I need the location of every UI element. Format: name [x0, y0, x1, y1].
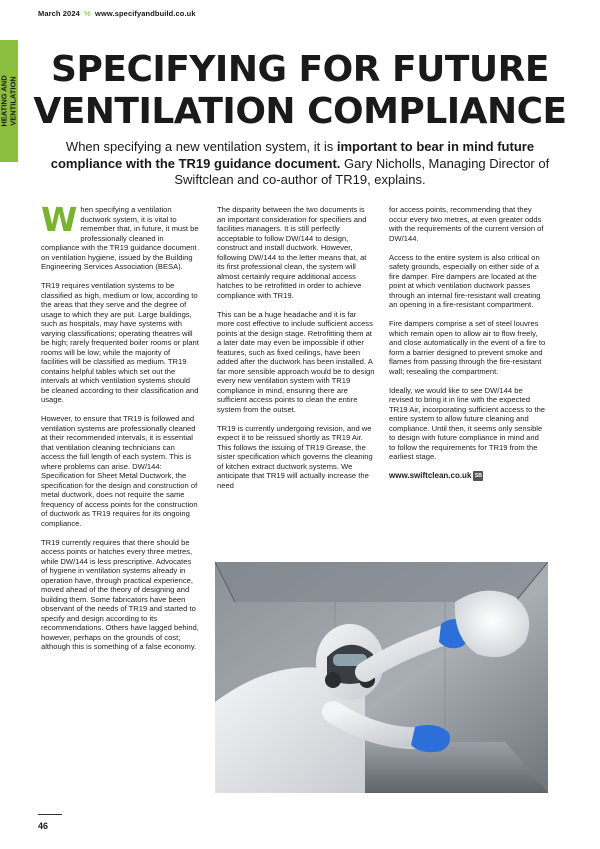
issue-header	[38, 9, 196, 18]
article-end-mark: SB	[474, 473, 482, 479]
standfirst	[40, 139, 560, 189]
paragraph	[41, 200, 199, 272]
standfirst-bold: important to bear in mind future compliance with the TR19 guidance document.	[50, 139, 535, 171]
standfirst-intro: When specifying a new ventilation system, it is	[65, 139, 334, 154]
headline-light-text: SPECIFYING FOR	[51, 49, 380, 90]
standfirst-byline: Gary Nicholls, Managing Director of Swiftclean and co-author of TR19, explains.	[174, 155, 550, 187]
paragraph: TR19 is currently undergoing revision, and we expect it to be reissued shortly as TR19 Air. This follows the issuing of TR19 Grease, the sister specification which governs the cleaning of kitchen extract ductwork systems. We anticipate that TR19 will actually increase the need	[217, 423, 373, 490]
paragraph: for access points, recommending that they occur every two metres, at even greater odds with the requirements of the current version of DW/144.	[389, 205, 544, 243]
swiftclean-website-link[interactable]: www.swiftclean.co.uk	[389, 471, 472, 481]
article-photo	[215, 562, 548, 793]
headline-line1	[0, 50, 600, 90]
paragraph: Fire dampers comprise a set of steel louvres which remain open to allow air to flow freely, and close automatically in the event of a fire to form a barrier designed to prevent smoke and flames from passing through the fire-resistant wall; resealing the compartment.	[389, 319, 546, 376]
article-column-1	[41, 200, 199, 785]
section-tab-line1: HEATING AND	[0, 75, 9, 127]
article-column-3	[389, 205, 547, 491]
paragraph: This can be a huge headache and it is far more cost effective to include sufficient access points at the design stage. Retrofitting them at a later date may even be impossible if other features, such as fixed ceilings, have been added after the ductwork has been installed. A far more sensible approach would be to design every new ventilation system with TR19 compliance in mind, ensuring there are sufficient access points to clean the entire system from the outset.	[217, 309, 375, 414]
paragraph: However, to ensure that TR19 is followed and ventilation systems are professionally cleaned at their recommended intervals, it is essential that ventilation cleaning technicians can access the full length of each system. This is where problems can arise. DW/144: Specification for Sheet Metal Ductwork, the specification for the design and construction of metal ductwork, does not require the same frequency of access points for the construction of ductwork as TR19 requires for its ongoing compliance.	[41, 414, 198, 528]
header-website-link[interactable]: www.specifyandbuild.co.uk	[95, 9, 196, 18]
headline-line2: VENTILATION COMPLIANCE	[33, 91, 567, 132]
paragraph: TR19 currently requires that there should be access points or hatches every three metres, while DW/144 is less prescriptive. Advocates of hygiene in ventilation systems already in operation have, through practical experience, moved ahead of the theory of designing and building them. Some fabricators have been observant of the needs of TR19 and started to specify and design according to its recommendations. Others have lagged behind, however, perhaps on the grounds of cost; although this is something of a false economy.	[41, 537, 199, 651]
paragraph: Ideally, we would like to see DW/144 be revised to bring it in line with the expected TR19 Air, incorporating sufficient access to the entire system to allow future cleaning and compliance. Until then, it seems only sensible to design with future compliance in mind and to follow the requirements for TR19 from the earliest stage.	[389, 385, 546, 461]
issue-date: March 2024	[38, 9, 80, 18]
article-column-2	[217, 205, 375, 500]
author-website-row	[389, 471, 547, 481]
header-separator: %	[84, 9, 91, 18]
section-tab-line2: VENTILATION	[8, 76, 17, 126]
page-number: 46	[38, 821, 49, 831]
drop-cap: W	[41, 200, 78, 239]
footer-rule	[38, 814, 62, 815]
technician-cleaning-duct-photo	[215, 562, 548, 793]
headline-bold-text: FUTURE	[392, 49, 549, 90]
paragraph: Access to the entire system is also critical on safety grounds, especially on either side of a fire damper. Fire dampers are located at the point at which ventilation ductwork passes through an internal fire-resistant wall creating an opening in a fire-resistant compartment.	[389, 252, 541, 309]
paragraph-text: hen specifying a ventilation ductwork system, it is vital to remember that, in future, it must be professionally cleaned in compliance with the TR19 guidance document on ventilation hygiene, issued by the Building Engineering Services Association (BESA).	[41, 205, 199, 271]
paragraph: TR19 requires ventilation systems to be classified as high, medium or low, according to the areas that they serve and the degree of usage to which they are put. Large buildings, such as hospitals, may have systems with varying classifications; operating theatres will be high; rarely frequented boiler rooms or plant rooms will be low; while the majority of facilities will be classified as medium. TR19 contains helpful tables which set out the intervals at which ventilation systems should be cleaned according to their classification and usage.	[41, 281, 199, 404]
paragraph: The disparity between the two documents is an important consideration for specifiers and facilities managers. It is still perfectly acceptable to follow DW/144 to design, construct and install ductwork. However, following DW/144 to the letter means that, at its first professional clean, the system will almost certainly require additional access hatches to be retrofitted in order to achieve compliance with TR19.	[217, 205, 367, 300]
